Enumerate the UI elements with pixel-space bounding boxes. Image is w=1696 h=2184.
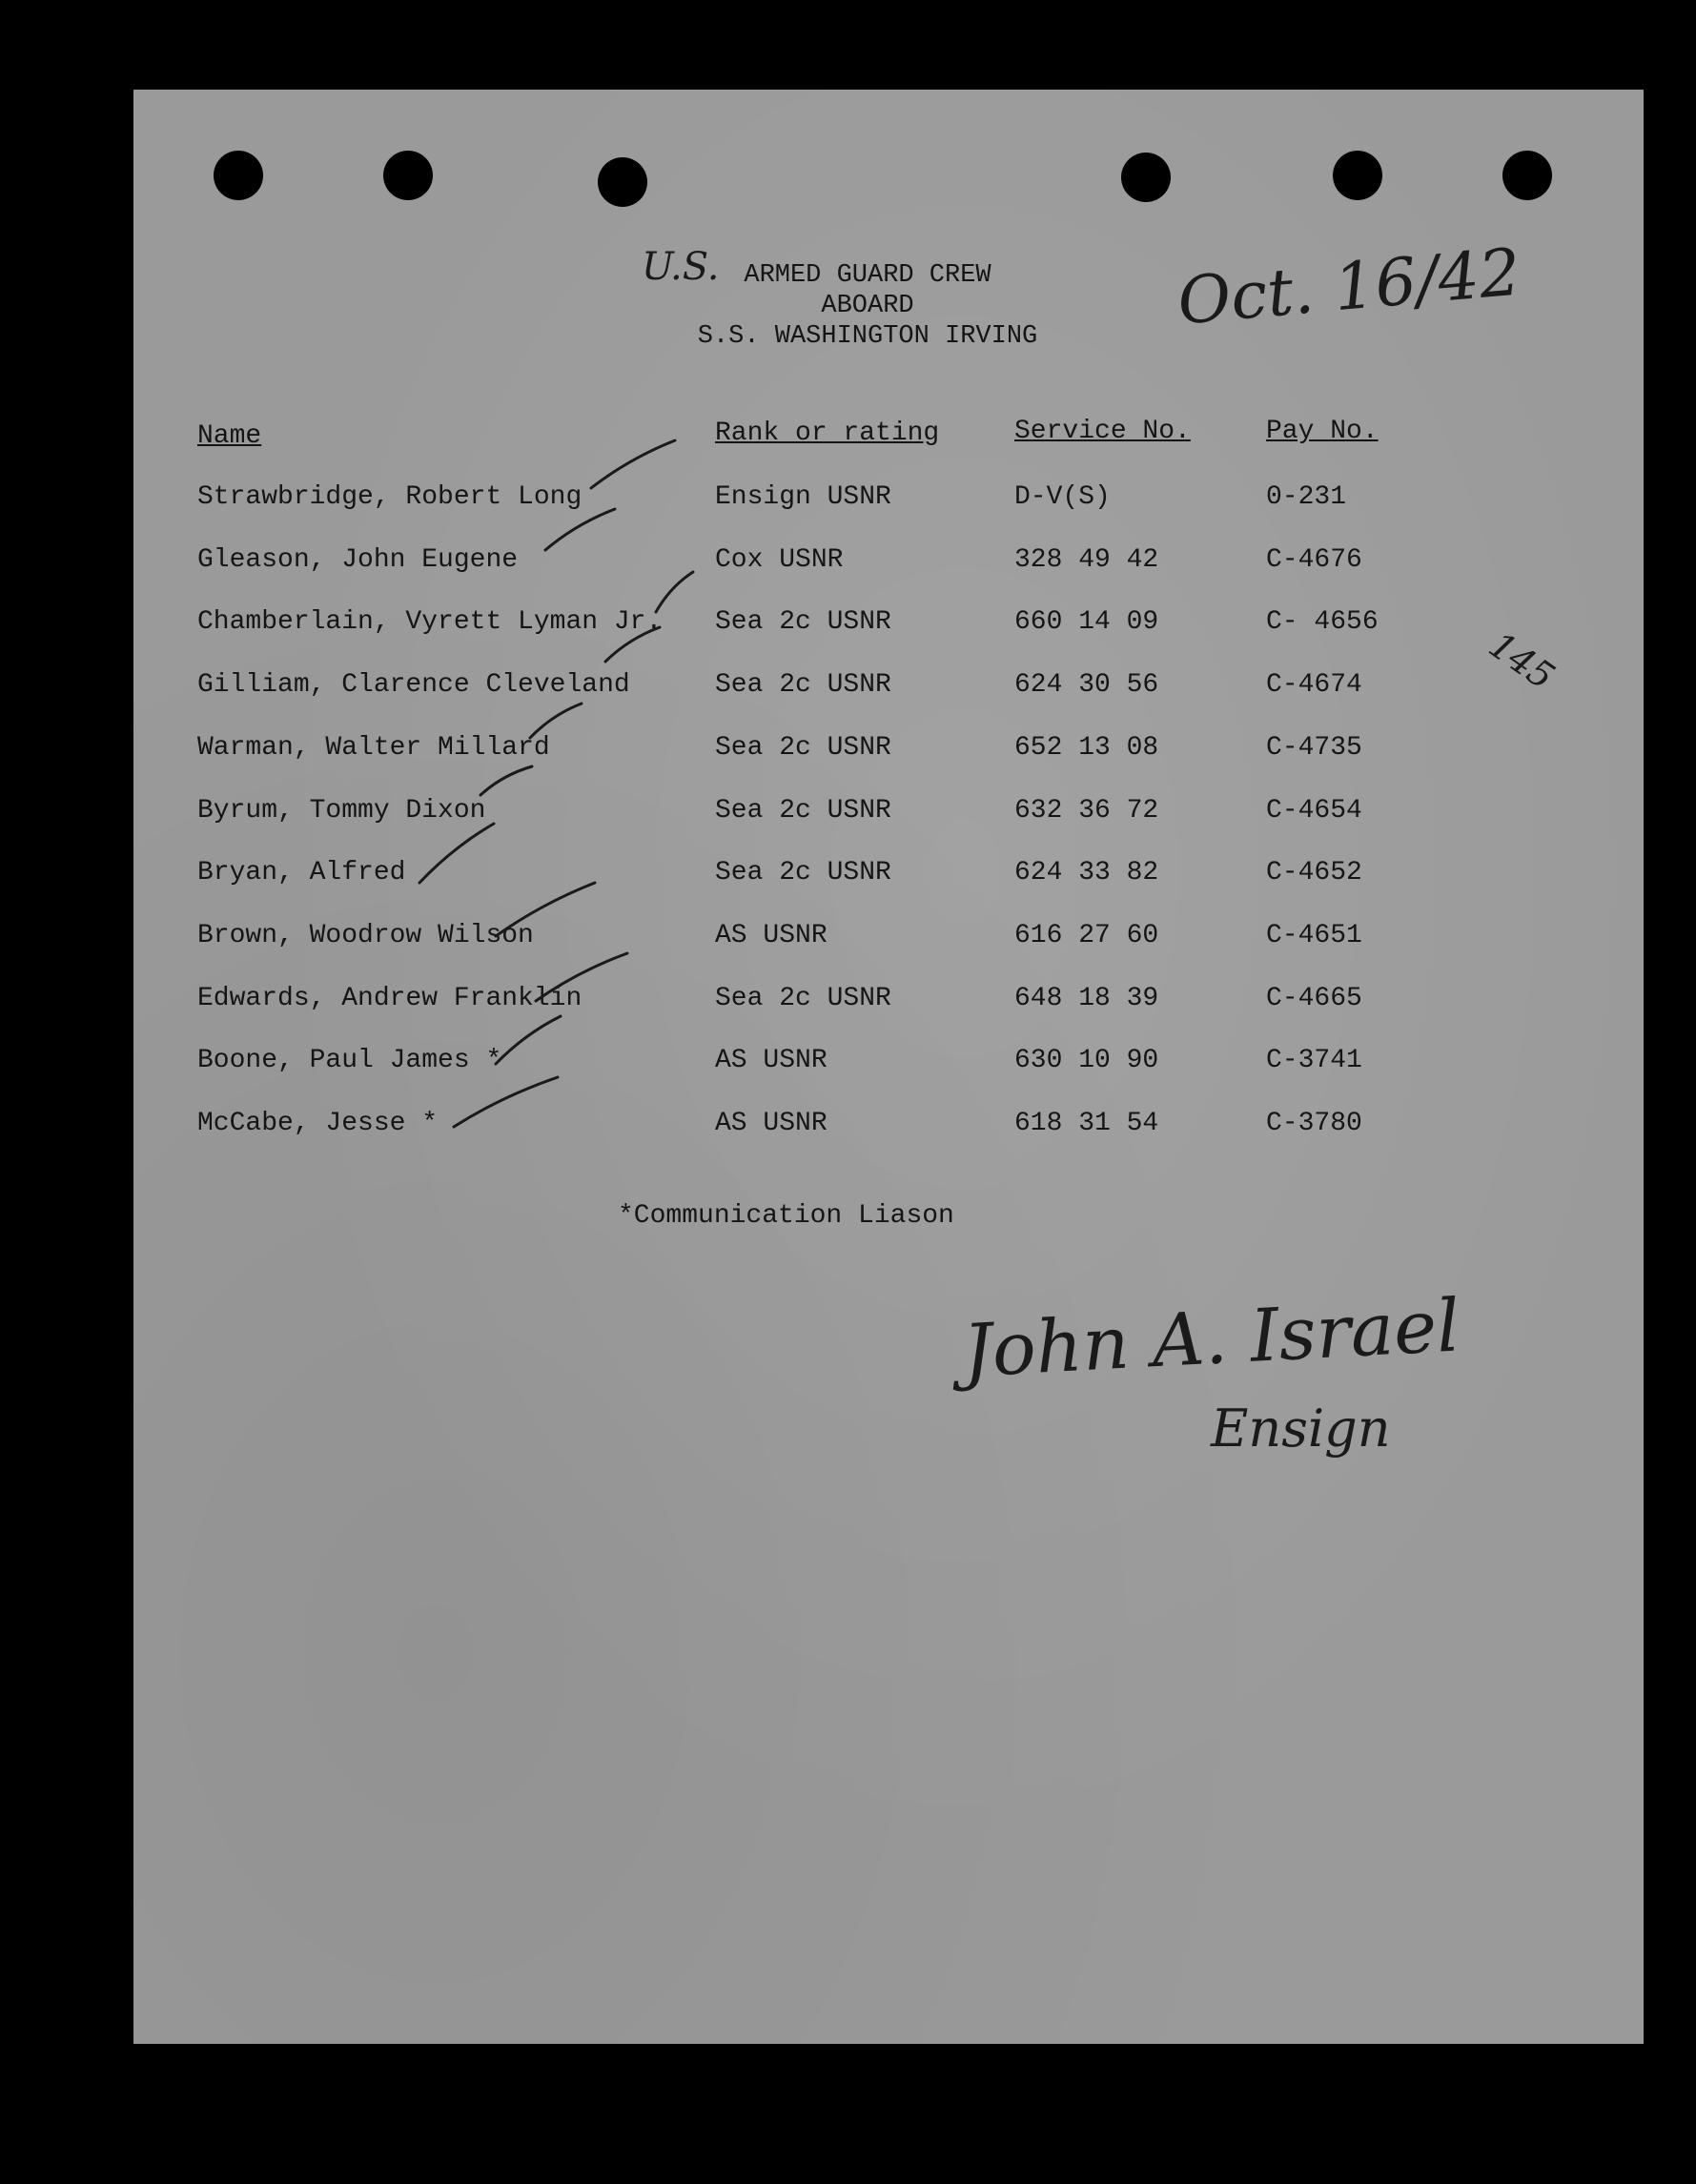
crew-service-no: 624 33 82 bbox=[1014, 858, 1159, 888]
crew-rank: Sea 2c USNR bbox=[715, 858, 891, 888]
crew-pay-no: C-3741 bbox=[1266, 1046, 1362, 1075]
column-header-service-no: Service No. bbox=[1014, 417, 1191, 446]
crew-rank: Ensign USNR bbox=[715, 482, 891, 512]
crew-name: Bryan, Alfred bbox=[197, 858, 406, 888]
crew-rank: Sea 2c USNR bbox=[715, 670, 891, 700]
crew-rank: Sea 2c USNR bbox=[715, 984, 891, 1013]
check-mark bbox=[536, 953, 627, 1001]
crew-pay-no: C-4654 bbox=[1266, 796, 1362, 826]
signature-name: John A. Israel bbox=[961, 1282, 1462, 1394]
check-mark bbox=[454, 1077, 558, 1127]
signature-rank: Ensign bbox=[1211, 1398, 1391, 1459]
crew-rank: AS USNR bbox=[715, 1109, 828, 1138]
crew-pay-no: C- 4656 bbox=[1266, 607, 1379, 637]
crew-service-no: 618 31 54 bbox=[1014, 1109, 1159, 1138]
crew-name: Boone, Paul James * bbox=[197, 1046, 502, 1075]
check-mark bbox=[545, 509, 615, 550]
margin-number: 145 bbox=[1481, 623, 1563, 698]
crew-pay-no: C-4665 bbox=[1266, 984, 1362, 1013]
crew-name: Chamberlain, Vyrett Lyman Jr. bbox=[197, 607, 663, 637]
crew-rank: Sea 2c USNR bbox=[715, 796, 891, 826]
title-line-1: ARMED GUARD CREW bbox=[744, 261, 991, 290]
crew-name: Warman, Walter Millard bbox=[197, 733, 550, 763]
crew-rank: Sea 2c USNR bbox=[715, 607, 891, 637]
handwritten-date: Oct. 16/42 bbox=[1175, 235, 1524, 340]
crew-name: Strawbridge, Robert Long bbox=[197, 482, 582, 512]
crew-service-no: 630 10 90 bbox=[1014, 1046, 1159, 1075]
check-mark bbox=[496, 1016, 561, 1064]
crew-pay-no: C-3780 bbox=[1266, 1109, 1362, 1138]
crew-pay-no: C-4674 bbox=[1266, 670, 1362, 700]
check-mark bbox=[530, 704, 582, 738]
crew-service-no: 652 13 08 bbox=[1014, 733, 1159, 763]
footnote: *Communication Liason bbox=[618, 1201, 954, 1231]
crew-pay-no: 0-231 bbox=[1266, 482, 1347, 512]
crew-name: Gilliam, Clarence Cleveland bbox=[197, 670, 630, 700]
column-header-name: Name bbox=[197, 421, 262, 451]
crew-name: Byrum, Tommy Dixon bbox=[197, 796, 486, 826]
crew-name: Edwards, Andrew Franklin bbox=[197, 984, 582, 1013]
check-mark bbox=[591, 440, 675, 488]
crew-service-no: D-V(S) bbox=[1014, 482, 1111, 512]
crew-name: Brown, Woodrow Wilson bbox=[197, 921, 534, 950]
handwritten-prefix: U.S. bbox=[642, 245, 720, 289]
crew-service-no: 328 49 42 bbox=[1014, 545, 1159, 575]
crew-rank: Cox USNR bbox=[715, 545, 844, 575]
document-page bbox=[133, 90, 1644, 2044]
crew-pay-no: C-4735 bbox=[1266, 733, 1362, 763]
title-line-3: S.S. WASHINGTON IRVING bbox=[697, 322, 1038, 351]
crew-service-no: 660 14 09 bbox=[1014, 607, 1159, 637]
crew-pay-no: C-4651 bbox=[1266, 921, 1362, 950]
check-marks-layer bbox=[133, 90, 1644, 2044]
crew-service-no: 624 30 56 bbox=[1014, 670, 1159, 700]
check-mark bbox=[480, 766, 532, 795]
crew-name: McCabe, Jesse * bbox=[197, 1109, 439, 1138]
column-header-rank: Rank or rating bbox=[715, 418, 940, 448]
check-mark bbox=[605, 627, 660, 662]
check-mark bbox=[419, 824, 494, 883]
crew-rank: AS USNR bbox=[715, 1046, 828, 1075]
crew-pay-no: C-4676 bbox=[1266, 545, 1362, 575]
column-header-pay-no: Pay No. bbox=[1266, 417, 1379, 446]
check-mark bbox=[496, 883, 595, 936]
crew-service-no: 616 27 60 bbox=[1014, 921, 1159, 950]
crew-service-no: 648 18 39 bbox=[1014, 984, 1159, 1013]
crew-service-no: 632 36 72 bbox=[1014, 796, 1159, 826]
crew-rank: Sea 2c USNR bbox=[715, 733, 891, 763]
crew-name: Gleason, John Eugene bbox=[197, 545, 519, 575]
title-line-2: ABOARD bbox=[821, 292, 914, 320]
crew-rank: AS USNR bbox=[715, 921, 828, 950]
crew-pay-no: C-4652 bbox=[1266, 858, 1362, 888]
check-mark bbox=[656, 572, 693, 612]
